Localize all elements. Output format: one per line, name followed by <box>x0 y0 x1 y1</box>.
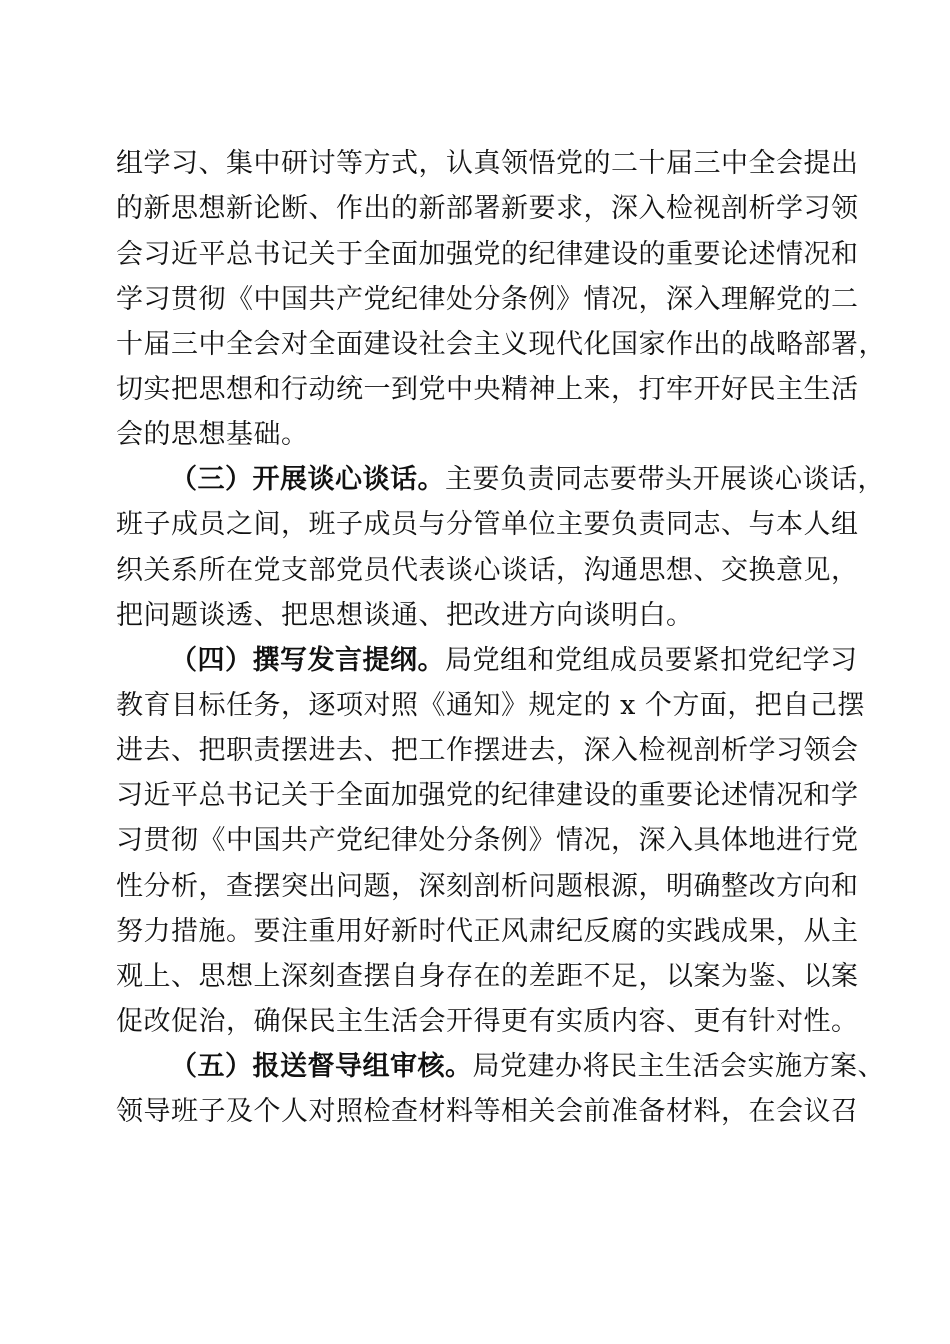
body-line: 观上、思想上深刻查摆自身存在的差距不足，以案为鉴、以案 <box>116 961 859 992</box>
body-line: 班子成员之间，班子成员与分管单位主要负责同志、与本人组 <box>116 509 859 540</box>
body-line: 促改促治，确保民主生活会开得更有实质内容、更有针对性。 <box>116 1006 859 1037</box>
paragraph-first-line <box>170 1044 885 1090</box>
section-heading: （三）开展谈心谈话。 <box>170 464 445 495</box>
body-text: 主要负责同志要带头开展谈心谈话， <box>445 464 885 495</box>
section-heading: （五）报送督导组审核。 <box>170 1051 473 1082</box>
body-line: 学习贯彻《中国共产党纪律处分条例》情况，深入理解党的二 <box>116 284 859 315</box>
body-line: 进去、把职责摆进去、把工作摆进去，深入检视剖析学习领会 <box>116 735 859 766</box>
body-line: 会的思想基础。 <box>116 419 309 450</box>
body-line: 组学习、集中研讨等方式，认真领悟党的二十届三中全会提出 <box>116 148 859 179</box>
body-line: 努力措施。要注重用好新时代正风肃纪反腐的实践成果，从主 <box>116 916 859 947</box>
body-line: 习贯彻《中国共产党纪律处分条例》情况，深入具体地进行党 <box>116 825 859 856</box>
body-line: 会习近平总书记关于全面加强党的纪律建设的重要论述情况和 <box>116 239 859 270</box>
body-line: 织关系所在党支部党员代表谈心谈话，沟通思想、交换意见， <box>116 555 859 586</box>
body-line: 领导班子及个人对照检查材料等相关会前准备材料，在会议召 <box>116 1096 859 1127</box>
body-text: 局党建办将民主生活会实施方案、 <box>472 1051 885 1082</box>
body-text: 局党组和党组成员要紧扣党纪学习 <box>445 645 858 676</box>
body-line: 的新思想新论断、作出的新部署新要求，深入检视剖析学习领 <box>116 193 859 224</box>
section-heading: （四）撰写发言提纲。 <box>170 645 445 676</box>
body-line: 切实把思想和行动统一到党中央精神上来，打牢开好民主生活 <box>116 374 859 405</box>
body-line: 十届三中全会对全面建设社会主义现代化国家作出的战略部署， <box>116 329 886 360</box>
body-line: 习近平总书记关于全面加强党的纪律建设的重要论述情况和学 <box>116 780 859 811</box>
paragraph-first-line <box>170 457 885 503</box>
paragraph-first-line <box>170 638 858 684</box>
body-line: 教育目标任务，逐项对照《通知》规定的 x 个方面，把自己摆 <box>116 690 865 721</box>
body-line: 性分析，查摆突出问题，深刻剖析问题根源，明确整改方向和 <box>116 871 859 902</box>
body-line: 把问题谈透、把思想谈通、把改进方向谈明白。 <box>116 600 694 631</box>
